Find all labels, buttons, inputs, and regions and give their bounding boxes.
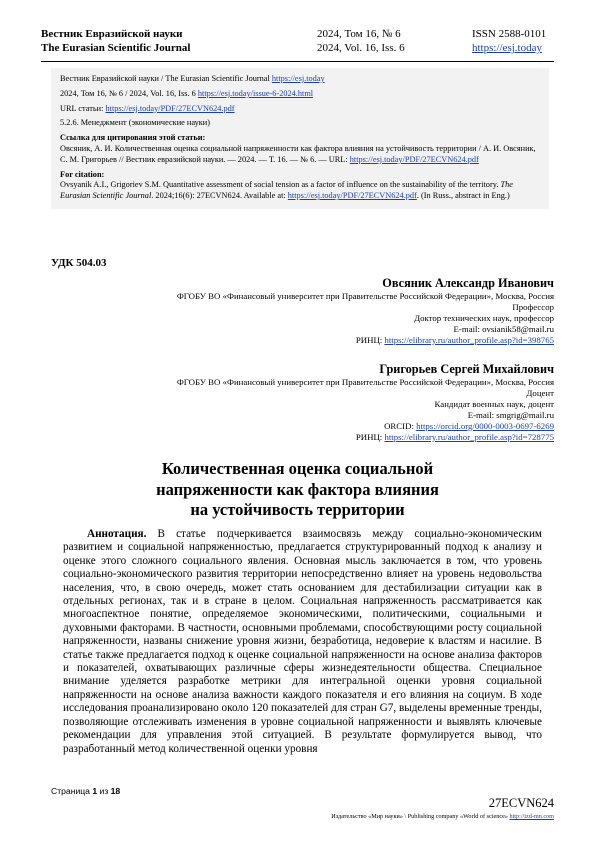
author-name: Григорьев Сергей Михайлович bbox=[379, 362, 554, 376]
cite-en bbox=[60, 180, 541, 202]
page-prefix: Страница bbox=[51, 786, 90, 796]
cite-en-text-b: . 2024;16(6): 27ECVN624. Available at: bbox=[151, 191, 286, 201]
cite-en-text: Ovsyanik A.I., Grigoriev S.M. Quantitative assessment of social tension as a factor of influence on the sustainability of the territory. bbox=[60, 180, 499, 190]
page-number bbox=[51, 786, 120, 796]
author-affiliation: ФГОБУ ВО «Финансовый университет при Правительстве Российской Федерации», Москва, Россия bbox=[176, 291, 554, 301]
info-journal-line bbox=[60, 74, 541, 85]
author-degree: Кандидат военных наук, доцент bbox=[434, 398, 554, 409]
journal-name-ru: Вестник Евразийской науки bbox=[41, 28, 183, 40]
author-rinc bbox=[177, 432, 554, 443]
issue-en: 2024, Vol. 16, Iss. 6 bbox=[317, 42, 405, 54]
abstract bbox=[63, 528, 542, 756]
page-total: 18 bbox=[110, 786, 121, 796]
author-degree: Доктор технических наук, профессор bbox=[414, 312, 554, 323]
running-header bbox=[41, 27, 554, 62]
issn-block bbox=[472, 27, 546, 55]
author-name: Овсяник Александр Иванович bbox=[382, 276, 554, 290]
cite-en-journal: The Eurasian Scientific Journal bbox=[60, 180, 513, 201]
article-url-link[interactable]: https://esj.today/PDF/27ECVN624.pdf bbox=[105, 103, 235, 113]
publisher-line bbox=[331, 813, 554, 820]
issn: ISSN 2588-0101 bbox=[472, 28, 547, 40]
cite-en-label: For citation: bbox=[60, 169, 105, 179]
author-block-1 bbox=[177, 276, 554, 346]
cite-ru-text: Овсяник, А. И. Количественная оценка социальной напряженности как фактора влияния на устойчивость территории / А. И. Овсяник, С. М. Григорьев // Вестник евразийской науки. — 2024. — Т. 16. — № 6. — URL: bbox=[60, 143, 536, 164]
cite-ru-link[interactable]: https://esj.today/PDF/27ECVN624.pdf bbox=[349, 154, 479, 164]
author-position: Доцент bbox=[526, 387, 554, 398]
rinc-link[interactable]: https://elibrary.ru/author_profile.asp?id=728775 bbox=[384, 431, 554, 442]
info-journal-text: Вестник Евразийской науки / The Eurasian Scientific Journal bbox=[60, 74, 270, 83]
publisher-link[interactable]: http://izd-mn.com bbox=[509, 813, 554, 820]
author-email: E-mail: ovsianik58@mail.ru bbox=[453, 323, 554, 334]
publisher-text: Издательство «Мир науки» \ Publishing company «World of science» bbox=[331, 813, 508, 820]
issue-block bbox=[317, 27, 405, 55]
article-url-label: URL статьи: bbox=[60, 103, 104, 113]
cite-ru bbox=[60, 144, 541, 166]
author-block-2 bbox=[177, 362, 554, 442]
orcid-label: ORCID: bbox=[384, 420, 414, 431]
cite-en-suffix: . (In Russ., abstract in Eng.) bbox=[416, 191, 510, 201]
info-journal-link[interactable]: https://esj.today bbox=[271, 74, 325, 83]
page-sep: из bbox=[99, 786, 109, 796]
abstract-label: Аннотация. bbox=[87, 528, 147, 540]
issue-ru: 2024, Том 16, № 6 bbox=[317, 28, 401, 40]
udk: УДК 504.03 bbox=[51, 257, 107, 269]
info-issue-line bbox=[60, 89, 541, 100]
author-position: Профессор bbox=[512, 301, 554, 312]
cite-en-link[interactable]: https://esj.today/PDF/27ECVN624.pdf bbox=[287, 191, 417, 201]
author-affiliation: ФГОБУ ВО «Финансовый университет при Правительстве Российской Федерации», Москва, Россия bbox=[176, 377, 554, 387]
rinc-link[interactable]: https://elibrary.ru/author_profile.asp?id=398765 bbox=[384, 334, 554, 345]
article-title bbox=[0, 459, 595, 521]
journal-name-block bbox=[41, 27, 291, 55]
title-line-1: Количественная оценка социальной bbox=[161, 459, 434, 478]
rinc-label: РИНЦ: bbox=[355, 334, 383, 345]
article-code: 27ECVN624 bbox=[488, 796, 554, 810]
journal-name-en: The Eurasian Scientific Journal bbox=[41, 42, 191, 54]
page-current: 1 bbox=[92, 786, 98, 796]
author-email: E-mail: smgrig@mail.ru bbox=[467, 409, 554, 420]
info-article-url-line bbox=[60, 104, 541, 115]
abstract-text: В статье подчеркивается взаимосвязь между социально-экономическим развитием и социальной напряженностью, предлагается структурированный подход к анализу и оценке этого сложного социального явления. Основная мысль заключается в том, что уровень социально-экономического развития территории непосредственно влияет на уровень недовольства населения, что, в свою очередь, может стать основанием для дестабилизации ситуации как в отдельных регионах, так и в стране в целом. Социальная напряженность рассматривается как многоаспектное понятие, определяемое экономическими, политическими, социальными и духовными факторами. В частности, основными проблемами, способствующими росту социальной напряженности, названы снижение уровня жизни, безработица, недоверие к властям и насилие. В статье также предлагается подход к оценке социальной напряженности на основе анализа факторов и показателей, охватывающих различные сферы жизнедеятельности общества. Специальное внимание уделяется разработке метрики для интегральной оценки уровня социальной напряженности на основе анализа важности каждого показателя и его влияния на социум. В ходе исследования проанализировано около 120 показателей для стран G7, выделены временные тренды, позволяющие отслеживать изменения в уровне социальной напряженности и выявлять ключевые рекомендации для управления этой ситуацией. В результате формулируется вывод, что разработанный метод количественной оценки уровня bbox=[63, 528, 543, 755]
cite-ru-label: Ссылка для цитирования этой статьи: bbox=[60, 133, 206, 143]
author-rinc bbox=[177, 335, 554, 346]
journal-site-link[interactable]: https://esj.today bbox=[472, 42, 542, 54]
author-orcid bbox=[177, 421, 554, 432]
rinc-label: РИНЦ: bbox=[355, 431, 383, 442]
info-specialty: 5.2.6. Менеджмент (экономические науки) bbox=[60, 118, 210, 128]
citation-info-box bbox=[51, 68, 549, 209]
info-issue-text: 2024, Том 16, № 6 / 2024, Vol. 16, Iss. 6 bbox=[60, 88, 196, 98]
info-issue-link[interactable]: https://esj.today/issue-6-2024.html bbox=[197, 88, 314, 98]
orcid-link[interactable]: https://orcid.org/0000-0003-0697-6269 bbox=[416, 420, 554, 431]
title-line-2: напряженности как фактора влияния bbox=[156, 479, 439, 499]
title-line-3: на устойчивость территории bbox=[190, 500, 405, 519]
